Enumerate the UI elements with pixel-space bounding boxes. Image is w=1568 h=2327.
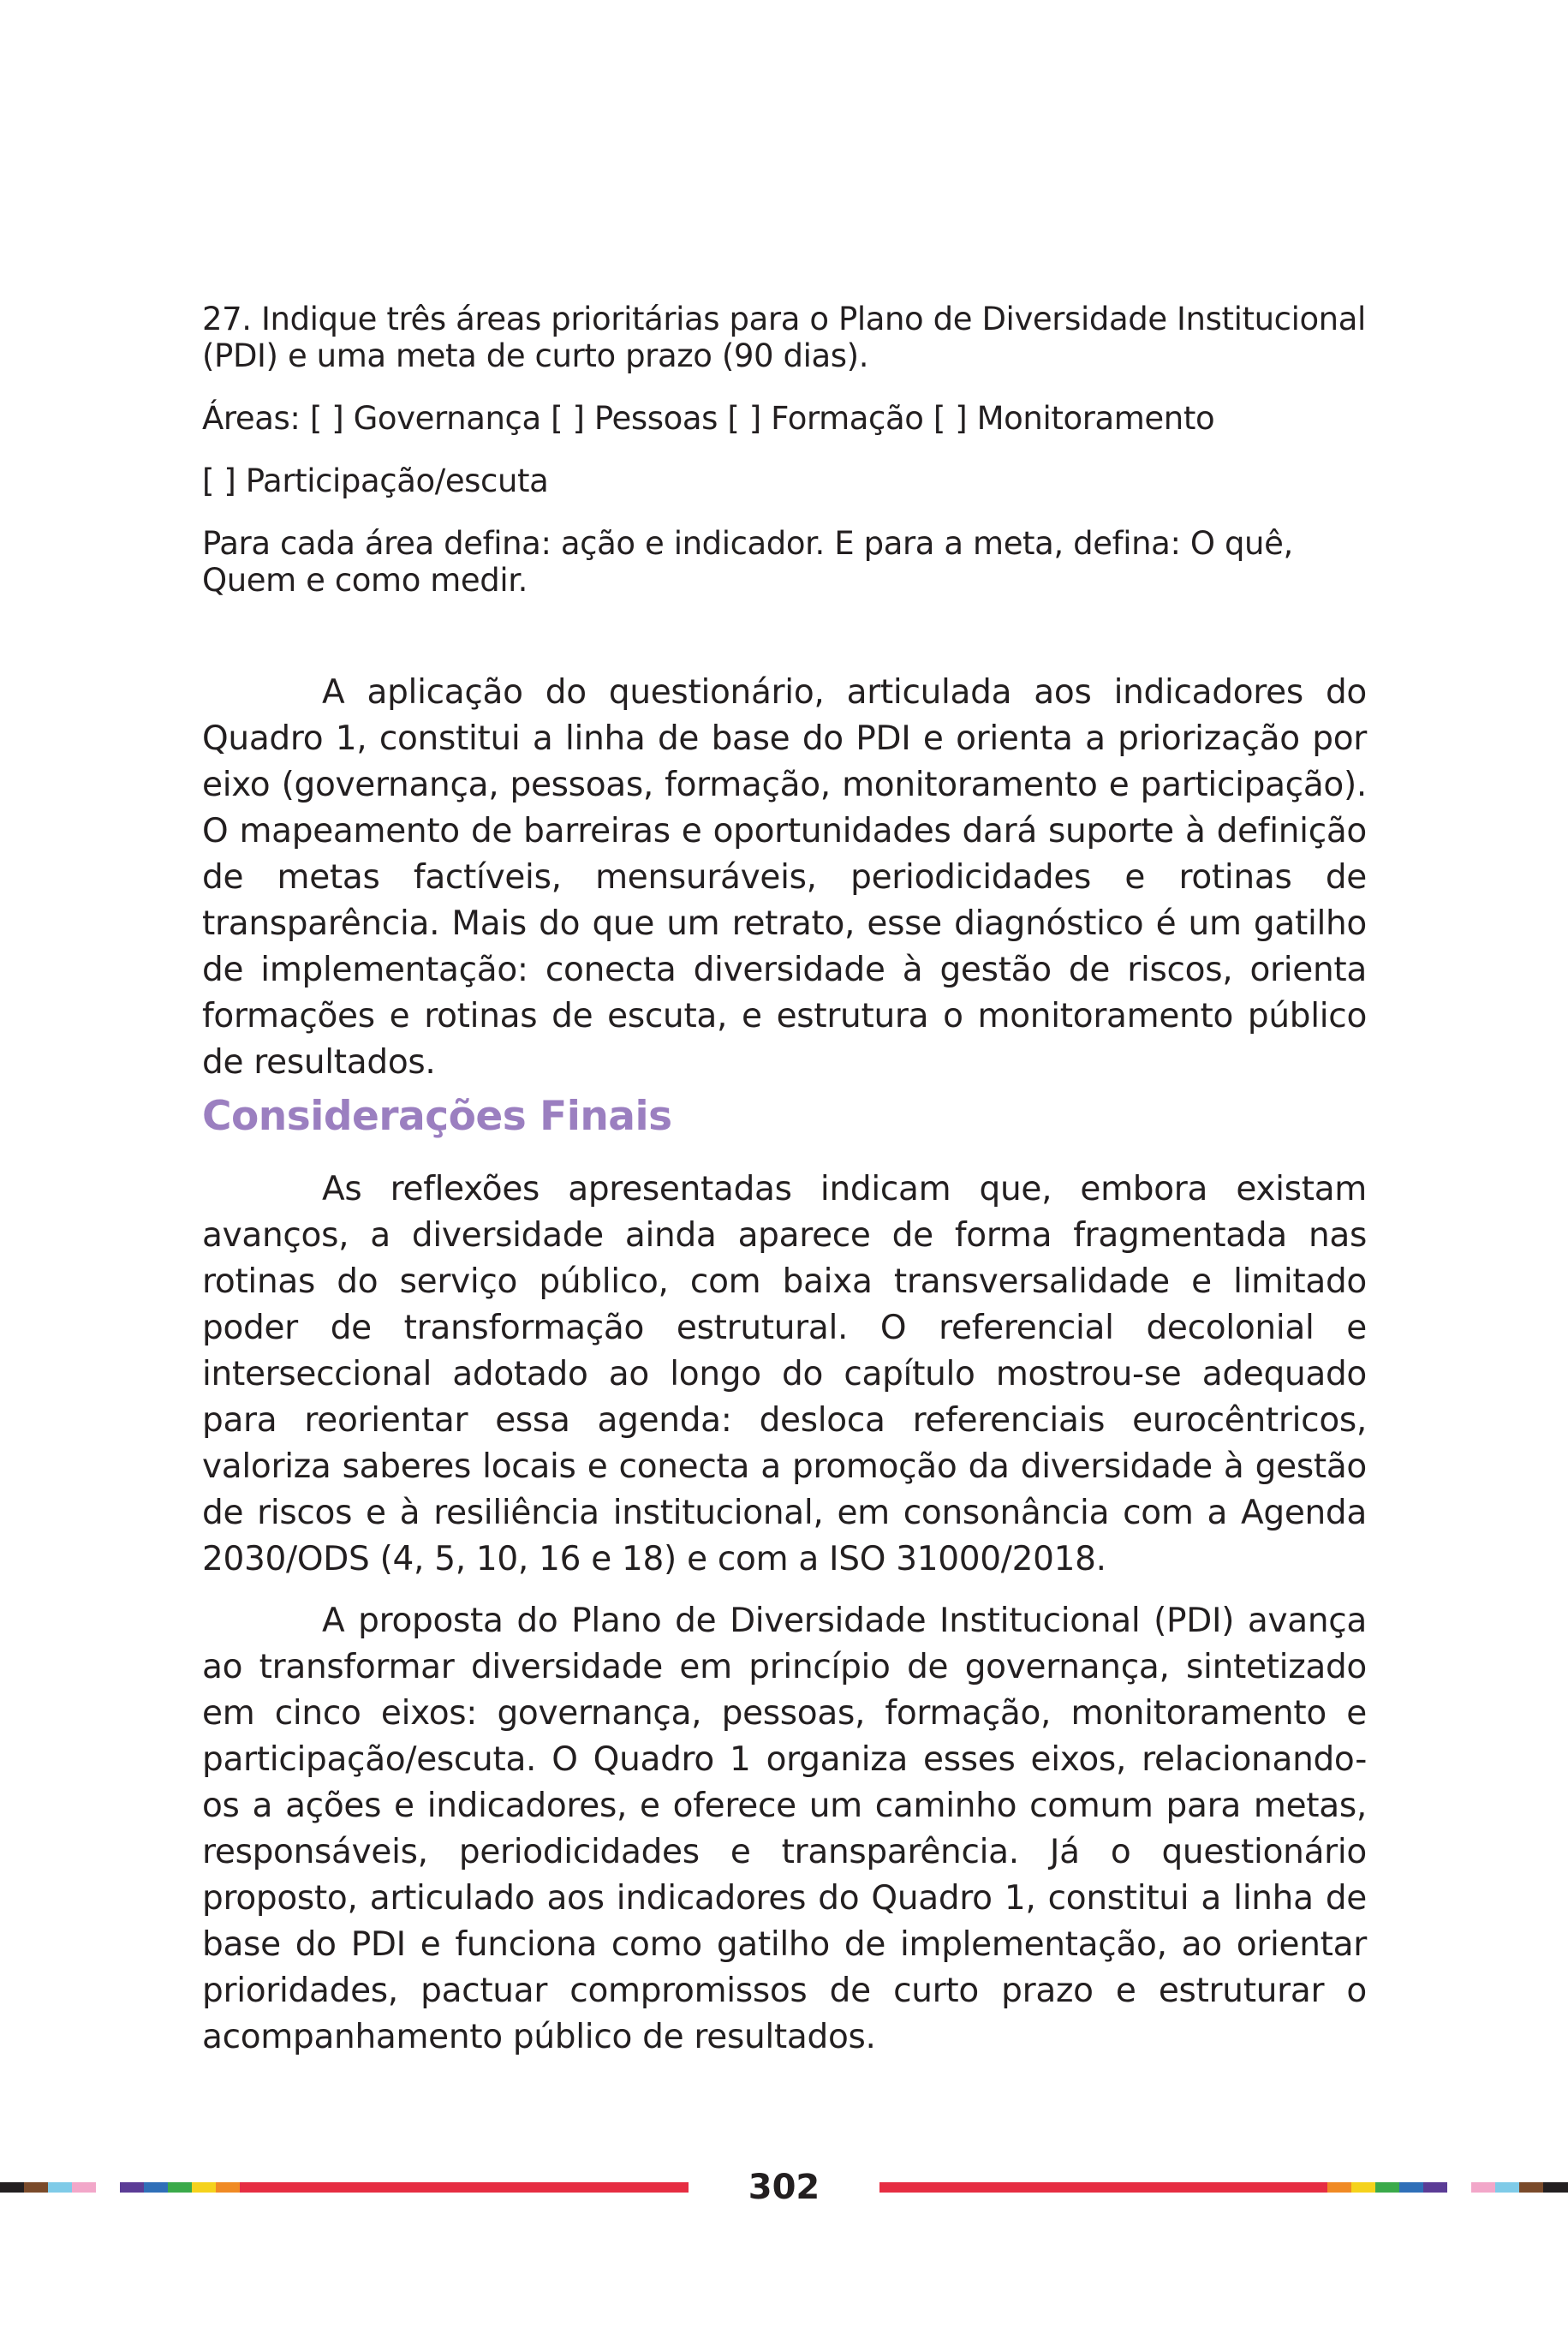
footer-stripe [1327, 2182, 1351, 2193]
footer-stripe [879, 2182, 1327, 2193]
section-heading: Considerações Finais [202, 1093, 672, 1140]
final-paragraph-2: A proposta do Plano de Diversidade Institucional (PDI) avança ao transformar diversidade em princípio de governança, sintetizado em cinco eixos: governança, pessoas, formação, monitoramento e participação/escuta. O Quadro 1 organiza esses eixos, relacionando-os a ações e indicadores, e oferece um caminho comum para metas, responsáveis, periodicidades e transparência. Já o questionário proposto, articulado aos indicadores do Quadro 1, constitui a linha de base do PDI e funciona como gatilho de implementação, ao orientar prioridades, pactuar compromissos de curto prazo e estruturar o acompanhamento público de resultados. [202, 1602, 1367, 2056]
question-block [202, 301, 1367, 599]
footer-stripe [1351, 2182, 1375, 2193]
intro-paragraph-block [202, 670, 1367, 1086]
page-number: 302 [748, 2168, 820, 2207]
question-instructions: Para cada área defina: ação e indicador. E para a meta, defina: O quê, Quem e como medir. [202, 524, 1293, 599]
footer-stripe [1495, 2182, 1519, 2193]
footer-stripe [1471, 2182, 1495, 2193]
final-paragraph-1: As reflexões apresentadas indicam que, embora existam avanços, a diversidade ainda aparece de forma fragmentada nas rotinas do serviço público, com baixa transversalidade e limitado poder de transformação estrutural. O referencial decolonial e interseccional adotado ao longo do capítulo mostrou-se adequado para reorientar essa agenda: desloca referenciais eurocêntricos, valoriza saberes locais e conecta a promoção da diversidade à gestão de riscos e à resiliência institucional, em consonância com a Agenda 2030/ODS (4, 5, 10, 16 e 18) e com a ISO 31000/2018. [202, 1170, 1367, 1578]
footer-stripe [1375, 2182, 1399, 2193]
page-footer [0, 2170, 1568, 2205]
footer-stripe [1399, 2182, 1423, 2193]
final-considerations [202, 1166, 1367, 2061]
question-prompt: 27. Indique três áreas prioritárias para o Plano de Diversidade Institucional (PDI) e uma meta de curto prazo (90 dias). [202, 301, 1366, 374]
footer-stripe [1543, 2182, 1568, 2193]
question-areas-cont: [ ] Participação/escuta [202, 462, 549, 499]
question-areas: Áreas: [ ] Governança [ ] Pessoas [ ] Formação [ ] Monitoramento [202, 399, 1215, 437]
intro-paragraph: A aplicação do questionário, articulada aos indicadores do Quadro 1, constitui a linha de base do PDI e orienta a priorização por eixo (governança, pessoas, formação, monitoramento e participação). O mapeamento de barreiras e oportunidades dará suporte à definição de metas factíveis, mensuráveis, periodicidades e rotinas de transparência. Mais do que um retrato, esse diagnóstico é um gatilho de implementação: conecta diversidade à gestão de riscos, orienta formações e rotinas de escuta, e estrutura o monitoramento público de resultados. [202, 673, 1367, 1082]
footer-stripe [1519, 2182, 1543, 2193]
footer-stripe [1423, 2182, 1447, 2193]
